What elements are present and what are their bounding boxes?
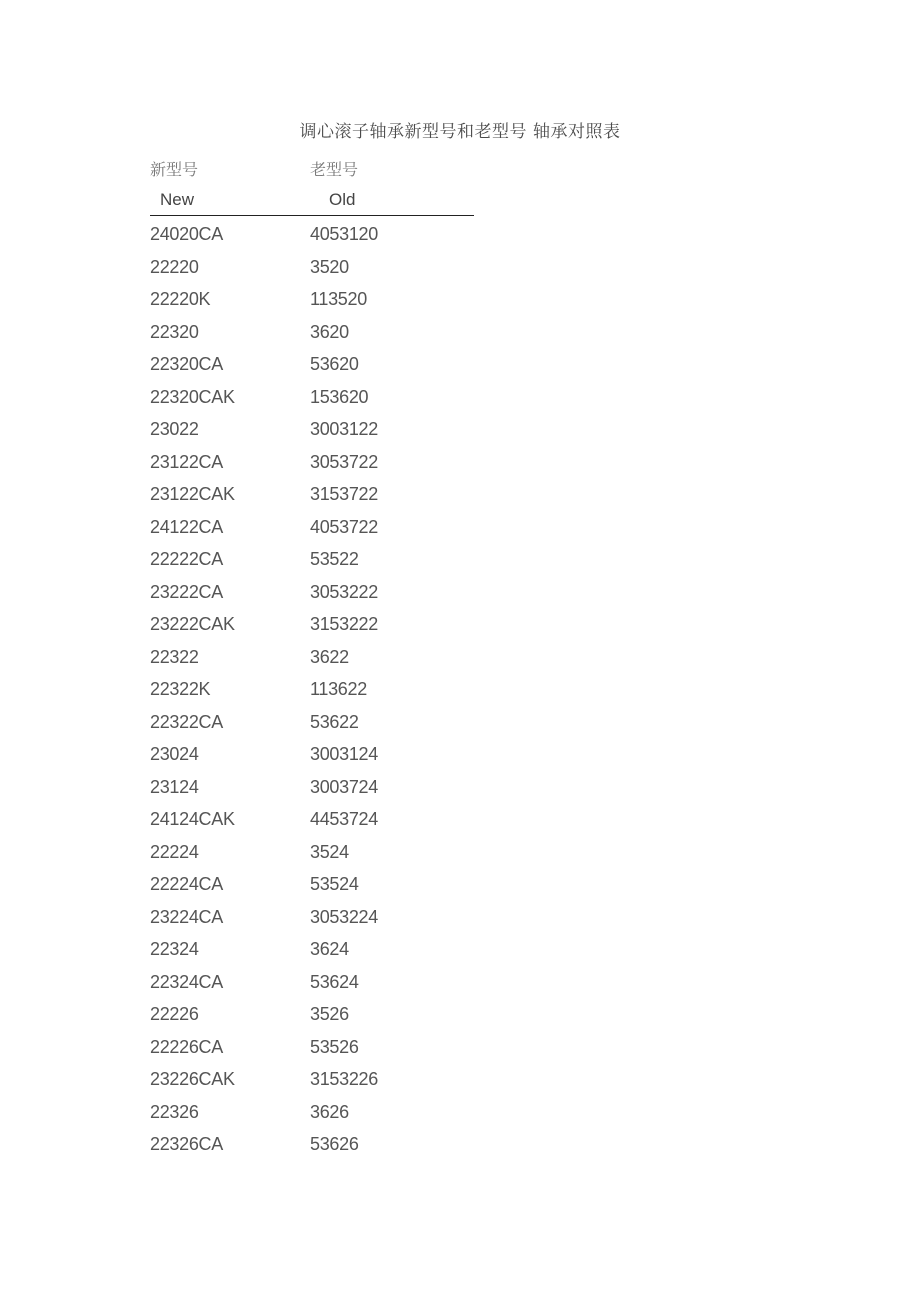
table-row xyxy=(0,872,920,905)
new-model-cell: 22322CA xyxy=(150,711,223,732)
old-model-cell: 3624 xyxy=(310,939,349,959)
new-model-cell: 23226CAK xyxy=(150,1069,235,1089)
old-model-cell: 3526 xyxy=(310,1004,349,1024)
old-model-cell: 3520 xyxy=(310,256,349,277)
new-model-cell: 22326CA xyxy=(150,1134,223,1154)
table-row xyxy=(0,287,920,320)
old-model-cell: 3053722 xyxy=(310,451,378,472)
new-model-cell: 22320CA xyxy=(150,354,223,374)
new-model-cell: 22220K xyxy=(150,289,211,309)
table-row xyxy=(0,1002,920,1035)
old-model-cell: 153620 xyxy=(310,386,369,407)
new-model-cell: 24124CAK xyxy=(150,809,235,829)
new-model-cell: 22320 xyxy=(150,321,199,342)
page-title: 调心滚子轴承新型号和老型号 轴承对照表 xyxy=(299,122,621,142)
table-row xyxy=(0,515,920,548)
table-row xyxy=(0,612,920,645)
old-model-cell: 3620 xyxy=(310,321,349,342)
old-model-cell: 113520 xyxy=(310,289,367,309)
old-model-cell: 3153222 xyxy=(310,614,378,634)
old-model-cell: 3626 xyxy=(310,1101,349,1122)
new-model-cell: 23024 xyxy=(150,744,199,764)
old-model-cell: 4453724 xyxy=(310,809,378,829)
new-model-cell: 22226 xyxy=(150,1004,199,1024)
new-model-cell: 23122CAK xyxy=(150,484,235,504)
old-model-cell: 3153722 xyxy=(310,484,378,504)
table-row xyxy=(0,352,920,385)
new-model-cell: 22220 xyxy=(150,256,199,277)
new-model-cell: 22322K xyxy=(150,679,211,699)
new-model-cell: 22222CA xyxy=(150,549,223,569)
table-row xyxy=(0,840,920,873)
table-row xyxy=(0,970,920,1003)
table-row xyxy=(0,222,920,255)
table-row xyxy=(0,645,920,678)
table-row xyxy=(0,677,920,710)
table-row xyxy=(0,905,920,938)
old-model-cell: 3053224 xyxy=(310,906,378,927)
table-row xyxy=(0,450,920,483)
new-model-cell: 22224 xyxy=(150,841,199,862)
new-model-cell: 22320CAK xyxy=(150,386,235,407)
table-row xyxy=(0,1067,920,1100)
old-model-cell: 3153226 xyxy=(310,1069,378,1089)
old-model-cell: 53620 xyxy=(310,354,359,374)
old-model-cell: 3053222 xyxy=(310,581,378,602)
old-model-cell: 4053722 xyxy=(310,516,378,537)
column-header-old-en: Old xyxy=(329,190,356,209)
new-model-cell: 23224CA xyxy=(150,906,223,927)
table-row xyxy=(0,1035,920,1068)
new-model-cell: 23124 xyxy=(150,776,199,797)
table-row xyxy=(0,1132,920,1165)
new-model-cell: 22224CA xyxy=(150,874,223,894)
old-model-cell: 53626 xyxy=(310,1134,359,1154)
table-row xyxy=(0,775,920,808)
old-model-cell: 113622 xyxy=(310,679,367,699)
table-row xyxy=(0,385,920,418)
table-row xyxy=(0,482,920,515)
old-model-cell: 3003122 xyxy=(310,419,378,439)
new-model-cell: 24122CA xyxy=(150,516,223,537)
old-model-cell: 3003724 xyxy=(310,776,378,797)
new-model-cell: 23222CAK xyxy=(150,614,235,634)
new-model-cell: 23222CA xyxy=(150,581,223,602)
column-header-new-en: New xyxy=(160,190,195,209)
table-row xyxy=(0,1100,920,1133)
table-row xyxy=(0,255,920,288)
new-model-cell: 23022 xyxy=(150,419,199,439)
table-row xyxy=(0,580,920,613)
column-header-old-cn: 老型号 xyxy=(310,160,359,179)
new-model-cell: 22322 xyxy=(150,646,199,667)
new-model-cell: 23122CA xyxy=(150,451,223,472)
new-model-cell: 22324CA xyxy=(150,971,223,992)
old-model-cell: 3622 xyxy=(310,646,349,667)
old-model-cell: 53522 xyxy=(310,549,359,569)
header-divider xyxy=(150,215,474,216)
old-model-cell: 3524 xyxy=(310,841,349,862)
old-model-cell: 53526 xyxy=(310,1036,359,1057)
old-model-cell: 53624 xyxy=(310,971,359,992)
old-model-cell: 4053120 xyxy=(310,224,378,244)
new-model-cell: 24020CA xyxy=(150,224,223,244)
old-model-cell: 3003124 xyxy=(310,744,378,764)
old-model-cell: 53622 xyxy=(310,711,359,732)
new-model-cell: 22324 xyxy=(150,939,199,959)
table-row xyxy=(0,417,920,450)
old-model-cell: 53524 xyxy=(310,874,359,894)
table-row xyxy=(0,937,920,970)
new-model-cell: 22226CA xyxy=(150,1036,223,1057)
table-row xyxy=(0,807,920,840)
new-model-cell: 22326 xyxy=(150,1101,199,1122)
table-row xyxy=(0,710,920,743)
table-row xyxy=(0,547,920,580)
column-header-new-cn: 新型号 xyxy=(150,160,199,179)
table-row xyxy=(0,320,920,353)
table-row xyxy=(0,742,920,775)
bearing-table xyxy=(0,222,920,1165)
